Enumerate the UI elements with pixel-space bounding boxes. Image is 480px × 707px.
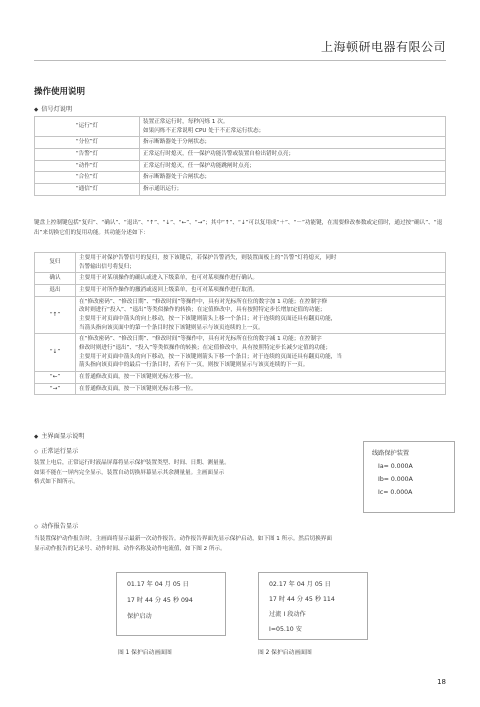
description-line: 箭头指向该页面中的最后一行条目时，若有下一页，则按下该键则显示与该页连续的下一页。	[79, 362, 309, 369]
report-record-action: 过流 I 段动作	[269, 611, 306, 618]
device-type: 线路保护装置	[372, 450, 410, 457]
description-line: 正常运行时熄灭，任一保护功能告警或装置自检出错时点亮；	[143, 150, 295, 157]
phase-b-current: Ib= 0.000A	[378, 476, 413, 483]
signal-row-description	[140, 160, 446, 172]
phase-c-current: Ic= 0.000A	[378, 489, 413, 496]
text-line: 格式如下图所示。	[34, 479, 79, 485]
hollow-diamond-icon: ◇	[34, 524, 39, 530]
key-row-description	[76, 253, 446, 273]
description-line: 主要用于对所作操作的撤消或返回上级菜单，也可对某项操作进行取消。	[79, 286, 259, 293]
key-row	[35, 296, 446, 334]
description-line: 在普通修改页面，按一下该键则光标右移一位。	[79, 385, 197, 392]
main-screen-box	[363, 441, 455, 513]
report-record-action: 保护启动	[127, 613, 152, 620]
key-row-description	[76, 383, 446, 395]
signal-row-description	[140, 137, 446, 149]
normal-display-title-text: 正常运行显示	[41, 448, 79, 455]
description-line: 指示断路器处于分闸状态；	[143, 139, 211, 146]
key-row-label: “→”	[35, 383, 76, 395]
text-line: 当装置保护动作报告时，主画面将显示最新一次动作报告。动作报告界面先显示保护启动，如下图 1 所示。然后切换界面	[34, 536, 332, 542]
signal-row-label: “合位”灯	[35, 172, 140, 184]
key-row	[35, 334, 446, 372]
figure-caption-1: 图 1 保护启动画面图	[118, 650, 172, 656]
description-line: 指示通讯运行；	[143, 185, 183, 192]
key-row-label: 退出	[35, 284, 76, 296]
key-row-description	[76, 296, 446, 334]
signal-heading	[34, 104, 72, 113]
key-row	[35, 253, 446, 273]
description-line: 主要用于对页面中箭头的向上移动，按一下该键则箭头上移一个条目；对于连续的页面还具有翻页功能，	[79, 315, 337, 322]
key-row-description	[76, 334, 446, 372]
normal-display-text	[34, 459, 350, 488]
normal-display-title	[34, 446, 78, 455]
key-function-table	[34, 252, 446, 395]
signal-row-description	[140, 148, 446, 160]
signal-row-description	[140, 117, 446, 137]
description-line: 装置正常运行时，每秒闪烁 1 次。	[143, 119, 229, 125]
signal-row	[35, 148, 446, 160]
description-line: 正常运行时熄灭，任一保护功能跳闸时点亮；	[143, 162, 255, 169]
key-row	[35, 371, 446, 383]
report-display-title	[34, 521, 78, 530]
header-rule	[34, 60, 446, 61]
description-line: 主要用于对保护告警信号的复归，按下该键后，若保护告警消失，则装置面板上的“告警”灯将熄灭，同时	[79, 255, 337, 261]
signal-row	[35, 160, 446, 172]
signal-row	[35, 183, 446, 195]
signal-row-label: “动作”灯	[35, 160, 140, 172]
signal-row	[35, 172, 446, 184]
description-line: 改时则进行“投入”、“退出”等类似操作的转换；在定值修改中，具有按照特定步长增加定值的功能；	[79, 307, 326, 314]
description-line: 修改时则进行“退出”、“投入”等类似操作的转换；在定值修改中，具有按照特定步长减少定值的功能；	[79, 344, 332, 351]
key-row-description	[76, 371, 446, 383]
bullet-diamond-icon: ◆	[34, 434, 39, 440]
main-display-heading	[34, 431, 85, 440]
description-line: 在“修改密码”、“修改日期”、“修改时间”等操作中，具有对光标所在位的数字加 1 功能；在控制字修	[79, 298, 328, 305]
section-title: 操作使用说明	[34, 87, 86, 97]
report-display-title-text: 动作报告显示	[41, 523, 79, 530]
page-number: 18	[437, 678, 446, 686]
key-row	[35, 284, 446, 296]
report-record-time: 17 时 44 分 45 秒 114	[269, 596, 335, 603]
signal-heading-text: 信号灯说明	[41, 106, 73, 113]
text-line: 如果不能在一屏内完全显示，装置自动切换屏幕显示其余测量量。主画面显示	[34, 469, 225, 476]
description-line: 主要用于对页面中箭头的向下移动，按一下该键则箭头下移一个条目；对于连续的页面还具有翻页功能，当	[79, 353, 342, 360]
figure-caption-2: 图 2 保护启动画面图	[258, 650, 312, 656]
phase-a-current: Ia= 0.000A	[378, 463, 413, 470]
text-line: 显示动作报告的记录号、动作时间、动作名称及动作电流值，如下图 2 所示。	[34, 545, 226, 552]
signal-row-label: “分位”灯	[35, 137, 140, 149]
description-line: 在普通修改页面，按一下该键则光标左移一位。	[79, 373, 197, 380]
key-row-label: “←”	[35, 371, 76, 383]
signal-row	[35, 117, 446, 137]
report-record-date: 01.17 年 04 月 05 日	[127, 581, 189, 588]
report-box-2	[258, 572, 368, 640]
signal-row	[35, 137, 446, 149]
report-display-text	[34, 535, 446, 554]
description-line: 在“修改密码”、“修改日期”、“修改时间”等操作中，具有对光标所在位的数字减 1 功能；在控制字	[79, 336, 322, 343]
description-line: 告警输出信号将复归；	[79, 263, 135, 270]
text-line: 装置上电后，正常运行时液晶屏幕将显示保护装置类型、时间、日期、测量量。	[34, 460, 230, 466]
hollow-diamond-icon: ◇	[34, 449, 39, 455]
report-record-time: 17 时 44 分 45 秒 094	[127, 597, 193, 604]
key-row-label: 确认	[35, 273, 76, 285]
description-line: 当箭头指向该页面中的第一个条目时按下该键则显示与该页连续的上一页。	[79, 324, 264, 331]
report-record-current: I=05.10 安	[269, 626, 302, 633]
keys-intro: 键盘上控制键包括“复归”、“确认”、“退出”、“↑”、“↓”、“←”、“→”；其中“↑”、“↓”可以复用成“＋”、“－”功能键，在需要修改参数或定值时，通过按“确认”、“退出”来切换它们的复用功能。其功能分述如下：	[34, 220, 443, 236]
signal-row-label: “告警”灯	[35, 148, 140, 160]
key-row-label: 复归	[35, 253, 76, 273]
description-line: 指示断路器处于合闸状态；	[143, 174, 211, 181]
signal-light-table	[34, 116, 446, 196]
bullet-diamond-icon: ◆	[34, 107, 39, 113]
key-row-label: “↓”	[35, 334, 76, 372]
key-row-label: “↑”	[35, 296, 76, 334]
signal-row-label: “运行”灯	[35, 117, 140, 137]
key-row	[35, 273, 446, 285]
report-box-1	[116, 572, 226, 636]
signal-row-label: “通信”灯	[35, 183, 140, 195]
signal-row-description	[140, 172, 446, 184]
key-row	[35, 383, 446, 395]
signal-row-description	[140, 183, 446, 195]
key-row-description	[76, 284, 446, 296]
description-line: 如果闪烁不正常说明 CPU 处于不正常运行状态；	[143, 127, 265, 134]
description-line: 主要用于对某项操作的确认或进入下级菜单，也可对某项操作进行确认。	[79, 275, 259, 282]
main-display-heading-text: 主界面显示说明	[41, 433, 85, 440]
company-name: 上海顿研电器有限公司	[320, 40, 446, 54]
report-record-date: 02.17 年 04 月 05 日	[269, 581, 331, 588]
key-row-description	[76, 273, 446, 285]
